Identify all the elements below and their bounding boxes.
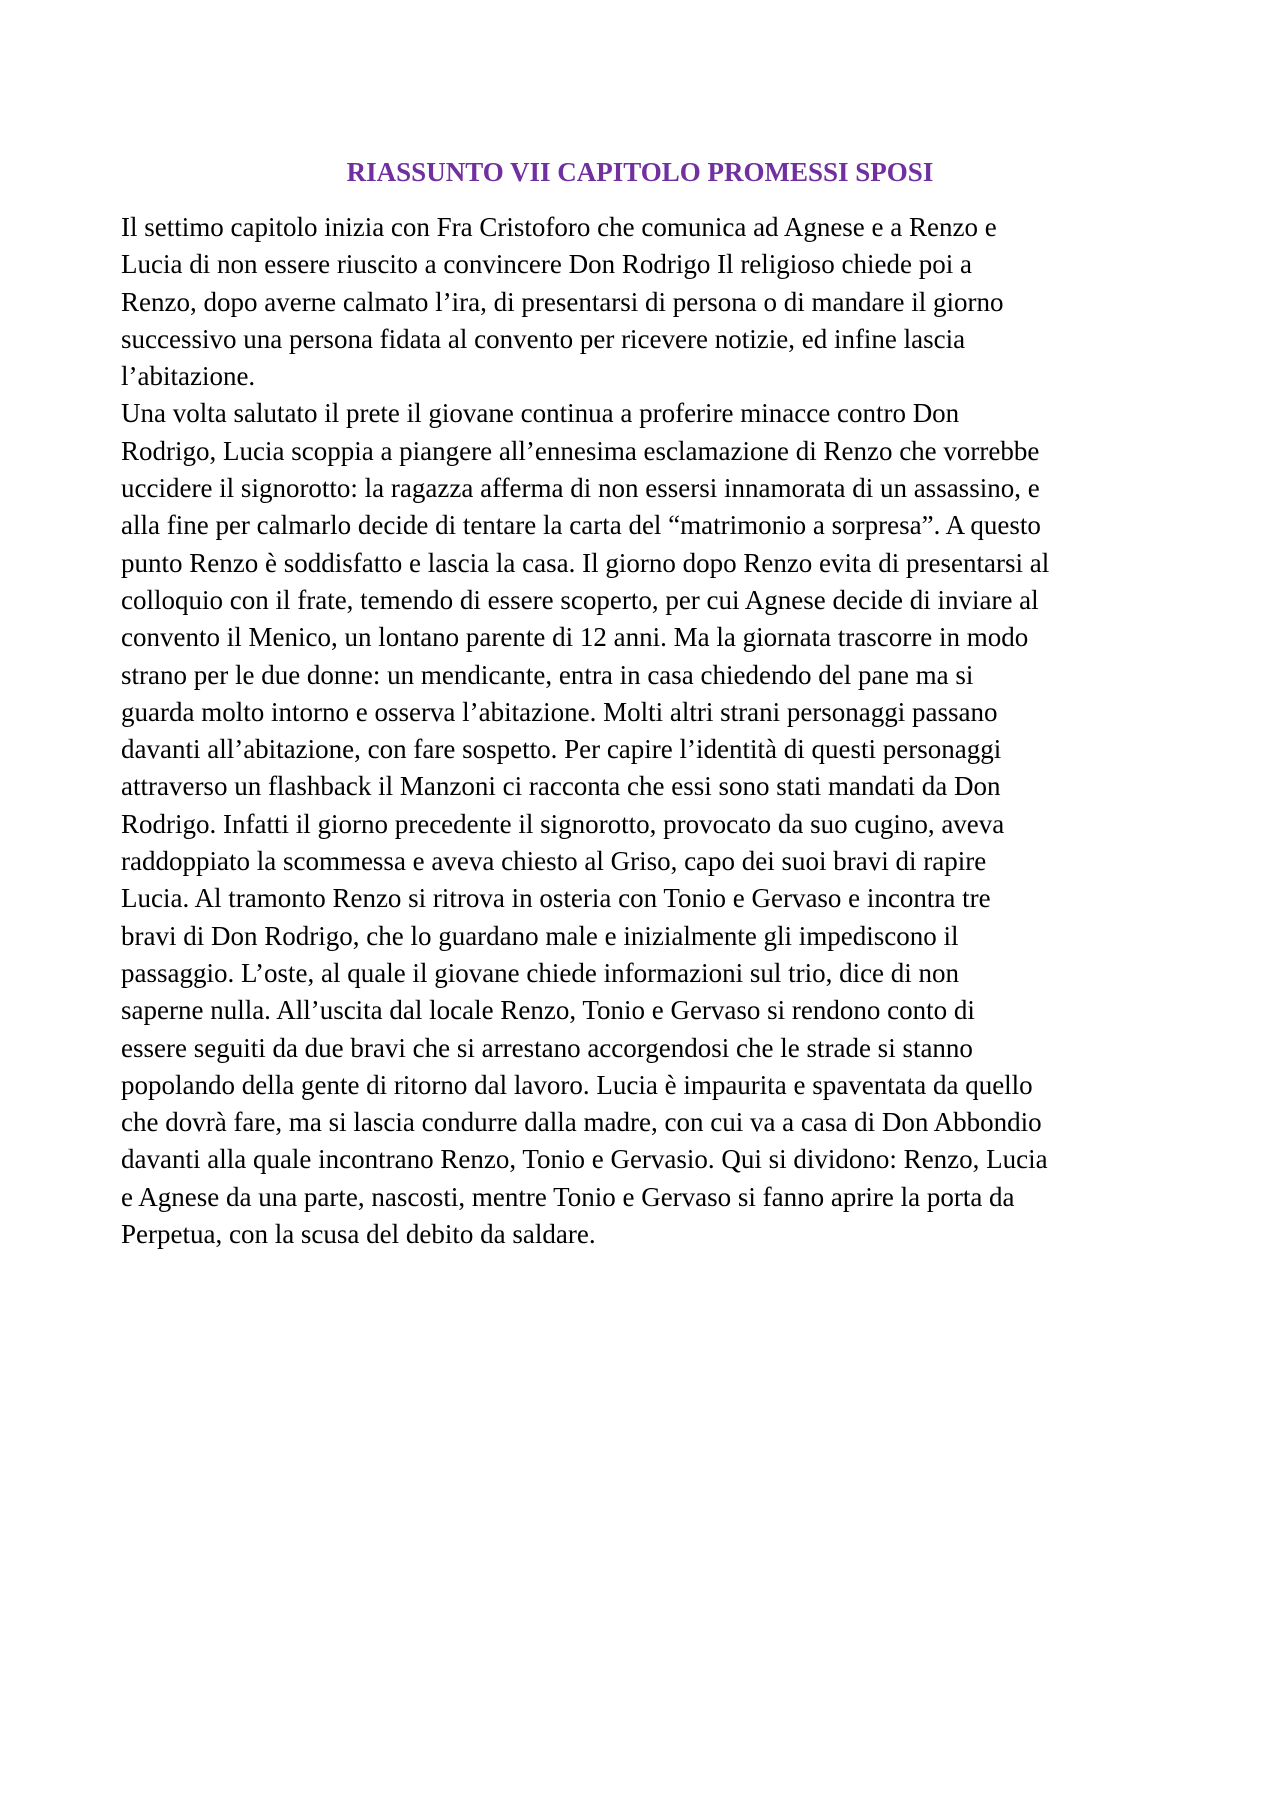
body-text-line: l’abitazione. — [121, 361, 256, 392]
body-text-line: Rodrigo, Lucia scoppia a piangere all’ennesima esclamazione di Renzo che vorrebbe — [121, 435, 1040, 466]
body-text-line: passaggio. L’oste, al quale il giovane chiede informazioni sul trio, dice di non — [121, 957, 960, 988]
document-title: RIASSUNTO VII CAPITOLO PROMESSI SPOSI — [346, 157, 934, 187]
body-text-line: uccidere il signorotto: la ragazza afferma di non essersi innamorata di un assassino, e — [121, 473, 1040, 504]
body-text-line: attraverso un flashback il Manzoni ci racconta che essi sono stati mandati da Don — [121, 771, 1001, 802]
body-text-line: popolando della gente di ritorno dal lavoro. Lucia è impaurita e spaventata da quello — [121, 1069, 1033, 1100]
body-text-line: alla fine per calmarlo decide di tentare la carta del “matrimonio a sorpresa”. A questo — [121, 510, 1041, 541]
document-body — [121, 209, 1171, 1253]
body-text-line: e Agnese da una parte, nascosti, mentre Tonio e Gervaso si fanno aprire la porta da — [121, 1181, 1015, 1212]
body-text-line: raddoppiato la scommessa e aveva chiesto al Griso, capo dei suoi bravi di rapire — [121, 846, 987, 877]
body-text-line: colloquio con il frate, temendo di essere scoperto, per cui Agnese decide di inviare al — [121, 584, 1039, 615]
body-text-line: strano per le due donne: un mendicante, entra in casa chiedendo del pane ma si — [121, 659, 974, 690]
body-text-line: Lucia di non essere riuscito a convincere Don Rodrigo Il religioso chiede poi a — [121, 249, 972, 280]
body-text-line: Perpetua, con la scusa del debito da saldare. — [121, 1219, 596, 1250]
body-text-line: punto Renzo è soddisfatto e lascia la casa. Il giorno dopo Renzo evita di presentarsi al — [121, 547, 1050, 578]
body-text-line: essere seguiti da due bravi che si arrestano accorgendosi che le strade si stanno — [121, 1032, 973, 1063]
body-text-line: saperne nulla. All’uscita dal locale Renzo, Tonio e Gervaso si rendono conto di — [121, 995, 975, 1026]
body-text-line: convento il Menico, un lontano parente di 12 anni. Ma la giornata trascorre in modo — [121, 622, 1029, 653]
body-text-line: Renzo, dopo averne calmato l’ira, di presentarsi di persona o di mandare il giorno — [121, 286, 1004, 317]
body-text-line: Una volta salutato il prete il giovane continua a proferire minacce contro Don — [121, 398, 960, 429]
body-text-line: Rodrigo. Infatti il giorno precedente il signorotto, provocato da suo cugino, aveva — [121, 808, 1005, 839]
body-text-line: bravi di Don Rodrigo, che lo guardano male e inizialmente gli impediscono il — [121, 920, 959, 951]
body-text-line: che dovrà fare, ma si lascia condurre dalla madre, con cui va a casa di Don Abbondio — [121, 1107, 1042, 1138]
body-text-line: davanti all’abitazione, con fare sospetto. Per capire l’identità di questi personaggi — [121, 734, 1002, 765]
body-text-line: successivo una persona fidata al convento per ricevere notizie, ed infine lascia — [121, 323, 966, 354]
body-text-line: Il settimo capitolo inizia con Fra Cristoforo che comunica ad Agnese e a Renzo e — [121, 212, 997, 242]
body-text-line: guarda molto intorno e osserva l’abitazione. Molti altri strani personaggi passano — [121, 696, 998, 727]
body-text-line: davanti alla quale incontrano Renzo, Tonio e Gervasio. Qui si dividono: Renzo, Lucia — [121, 1144, 1048, 1175]
body-text-line: Lucia. Al tramonto Renzo si ritrova in osteria con Tonio e Gervaso e incontra tre — [121, 883, 991, 914]
